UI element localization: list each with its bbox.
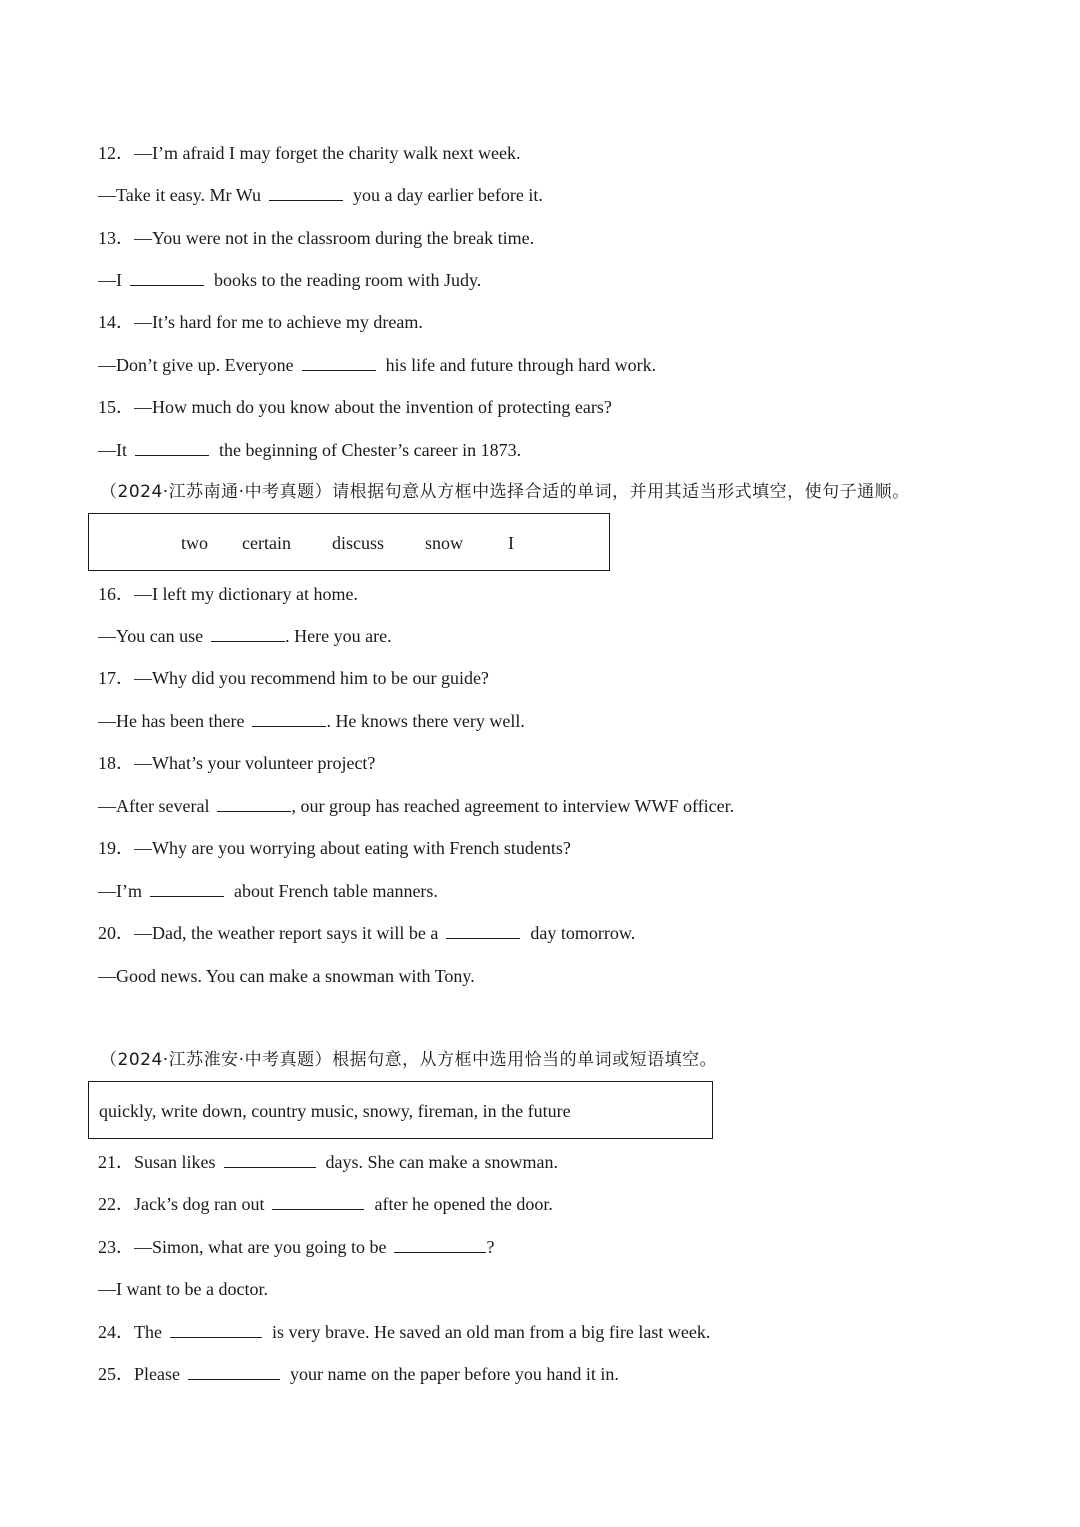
answer-suffix: , our group has reached agreement to interview WWF officer. — [291, 796, 735, 816]
question-prefix: —Simon, what are you going to be — [134, 1237, 387, 1257]
question-15 — [98, 396, 612, 418]
answer-suffix: his life and future through hard work. — [385, 355, 657, 375]
question-text: —Why are you worrying about eating with French students? — [134, 838, 571, 858]
question-number: 18． — [98, 753, 134, 773]
question-text: —Why did you recommend him to be our guide? — [134, 668, 489, 688]
answer-prefix: —He has been there — [98, 711, 245, 731]
answer-suffix: books to the reading room with Judy. — [214, 270, 482, 290]
question-number: 23． — [98, 1237, 134, 1257]
word-box-c — [88, 1081, 713, 1139]
answer-15 — [98, 439, 521, 461]
answer-blank-22[interactable] — [272, 1194, 364, 1210]
word-box-item: certain — [242, 533, 291, 553]
question-suffix: your name on the paper before you hand it in. — [289, 1364, 619, 1384]
question-24 — [98, 1321, 710, 1343]
answer-blank-25[interactable] — [188, 1364, 280, 1380]
question-13 — [98, 227, 534, 249]
answer-suffix: the beginning of Chester’s career in 1873. — [219, 440, 522, 460]
question-number: 14． — [98, 312, 134, 332]
question-number: 20． — [98, 923, 134, 943]
section-c-heading: （2024·江苏淮安·中考真题）根据句意，从方框中选用恰当的单词或短语填空。 — [100, 1050, 718, 1070]
answer-prefix: —After several — [98, 796, 210, 816]
question-text: —What’s your volunteer project? — [134, 753, 376, 773]
answer-18 — [98, 795, 734, 817]
answer-blank-14[interactable] — [302, 355, 376, 371]
question-18 — [98, 752, 375, 774]
answer-blank-13[interactable] — [130, 270, 204, 286]
answer-suffix: you a day earlier before it. — [352, 185, 543, 205]
answer-19 — [98, 880, 438, 902]
answer-blank-23[interactable] — [394, 1237, 486, 1253]
question-14 — [98, 311, 423, 333]
question-number: 21． — [98, 1152, 134, 1172]
question-21 — [98, 1151, 558, 1173]
question-suffix: after he opened the door. — [374, 1194, 553, 1214]
question-number: 16． — [98, 584, 134, 604]
question-25 — [98, 1363, 619, 1385]
section-b-heading: （2024·江苏南通·中考真题）请根据句意从方框中选择合适的单词，并用其适当形式填空，使句子通顺。 — [100, 482, 910, 502]
question-text: —I’m afraid I may forget the charity walk next week. — [134, 143, 521, 163]
answer-prefix: —You can use — [98, 626, 204, 646]
answer-blank-16[interactable] — [211, 626, 285, 642]
question-12 — [98, 142, 521, 164]
answer-blank-17[interactable] — [252, 711, 326, 727]
question-suffix: is very brave. He saved an old man from a big fire last week. — [271, 1322, 711, 1342]
answer-blank-18[interactable] — [217, 796, 291, 812]
answer-17 — [98, 710, 525, 732]
question-number: 17． — [98, 668, 134, 688]
question-number: 15． — [98, 397, 134, 417]
question-suffix: days. She can make a snowman. — [325, 1152, 558, 1172]
question-17 — [98, 667, 489, 689]
question-text: —I left my dictionary at home. — [134, 584, 358, 604]
word-box-item: two — [181, 533, 208, 553]
answer-prefix: —I’m — [98, 881, 142, 901]
answer-16 — [98, 625, 392, 647]
answer-blank-15[interactable] — [135, 440, 209, 456]
answer-blank-21[interactable] — [224, 1152, 316, 1168]
question-19 — [98, 837, 571, 859]
answer-prefix: —It — [98, 440, 127, 460]
question-number: 24． — [98, 1322, 134, 1342]
question-text: —How much do you know about the invention of protecting ears? — [134, 397, 612, 417]
question-number: 22． — [98, 1194, 134, 1214]
answer-suffix: . He knows there very well. — [326, 711, 525, 731]
answer-suffix: . Here you are. — [285, 626, 392, 646]
answer-23: —I want to be a doctor. — [98, 1279, 268, 1299]
answer-prefix: —Take it easy. Mr Wu — [98, 185, 261, 205]
answer-prefix: —I — [98, 270, 122, 290]
answer-prefix: —Don’t give up. Everyone — [98, 355, 294, 375]
question-16 — [98, 583, 358, 605]
answer-14 — [98, 354, 656, 376]
question-22 — [98, 1193, 553, 1215]
word-box-item: I — [508, 533, 514, 553]
question-prefix: Jack’s dog ran out — [134, 1194, 265, 1214]
answer-suffix: about French table manners. — [234, 881, 438, 901]
question-prefix: The — [134, 1322, 162, 1342]
word-box-item: discuss — [332, 533, 385, 553]
word-box-text: quickly, write down, country music, snowy, fireman, in the future — [99, 1101, 571, 1121]
question-number: 13． — [98, 228, 134, 248]
word-box-b — [88, 513, 610, 571]
question-prefix: Please — [134, 1364, 180, 1384]
answer-blank-19[interactable] — [150, 881, 224, 897]
question-prefix: —Dad, the weather report says it will be a — [134, 923, 439, 943]
answer-20: —Good news. You can make a snowman with Tony. — [98, 966, 475, 986]
answer-13 — [98, 269, 481, 291]
word-box-item: snow — [425, 533, 464, 553]
question-suffix: ? — [486, 1237, 495, 1257]
answer-blank-24[interactable] — [170, 1322, 262, 1338]
answer-blank-20[interactable] — [446, 923, 520, 939]
question-suffix: day tomorrow. — [530, 923, 636, 943]
question-text: —You were not in the classroom during the break time. — [134, 228, 535, 248]
question-number: 25． — [98, 1364, 134, 1384]
question-number: 12． — [98, 143, 134, 163]
answer-blank-12[interactable] — [269, 185, 343, 201]
question-number: 19． — [98, 838, 134, 858]
question-23 — [98, 1236, 494, 1258]
question-20 — [98, 922, 635, 944]
answer-12 — [98, 184, 543, 206]
question-prefix: Susan likes — [134, 1152, 216, 1172]
question-text: —It’s hard for me to achieve my dream. — [134, 312, 423, 332]
